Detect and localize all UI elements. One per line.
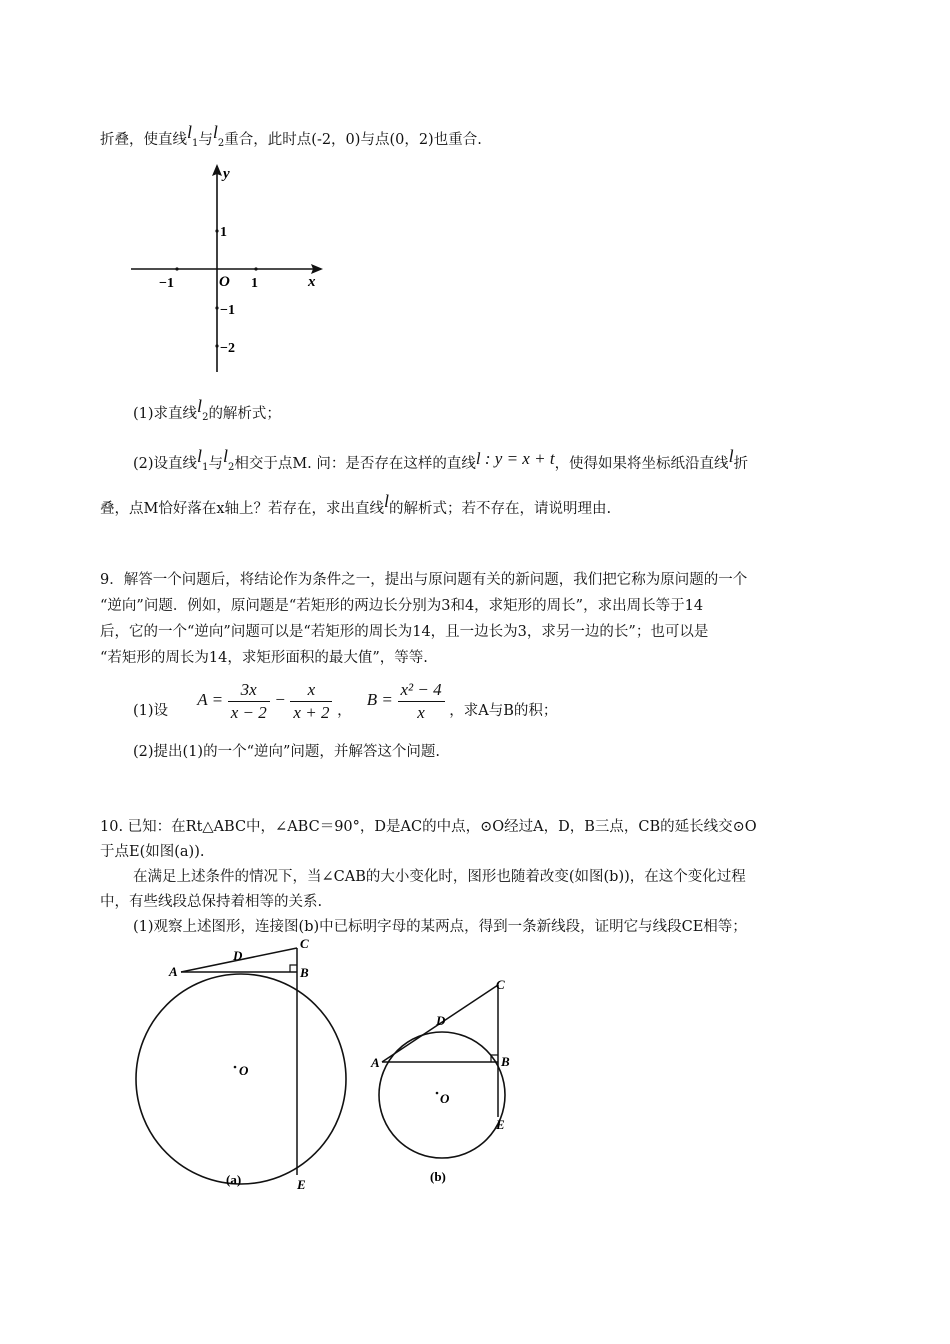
fraction-3x-over-x-2 — [228, 679, 270, 724]
tick-y-1 — [215, 229, 218, 232]
x-axis-label: x — [308, 274, 316, 290]
q10-line1: 10. 已知：在Rt△ABC中，∠ABC＝90°，D是AC的中点，⊙O经过A，D，B三点，CB的延长线交⊙O — [100, 819, 757, 835]
q8-text: (1)求直线 — [133, 406, 198, 422]
y-axis-label: y — [223, 166, 230, 182]
label-o: O — [239, 1063, 249, 1078]
line-l2-symbol: l — [197, 396, 203, 416]
caption-a: (a) — [226, 1172, 242, 1187]
geometry-figure-b — [365, 975, 525, 1190]
q9-text: ， — [337, 703, 352, 719]
q8-text: 与 — [208, 456, 223, 472]
label-d: D — [436, 1013, 446, 1028]
tick-x-neg1 — [175, 267, 178, 270]
intro-part: 与 — [198, 132, 213, 148]
tick-y-neg1 — [215, 306, 218, 309]
q8-text: 相交于点M. 问：是否存在这样的直线 — [234, 456, 476, 472]
numerator: x² − 4 — [398, 679, 445, 702]
minus-sign: − — [274, 690, 286, 709]
label-b: B — [501, 1054, 510, 1069]
line-l2-symbol: l — [222, 446, 228, 466]
q9-text: ，求A与B的积； — [449, 703, 558, 719]
center-dot — [436, 1092, 439, 1095]
numerator: x — [290, 679, 332, 702]
caption-b: (b) — [430, 1169, 446, 1184]
label-a: A — [169, 964, 178, 979]
coordinate-axes-figure — [125, 160, 335, 375]
label-c: C — [496, 977, 505, 992]
intro-part: 重合，此时点(-2，0)与点(0，2)也重合. — [224, 132, 482, 148]
denominator: x + 2 — [293, 702, 330, 722]
q8-part2 — [133, 446, 749, 476]
q8-text: 叠，点M恰好落在x轴上？若存在，求出直线 — [100, 501, 385, 517]
q10-line3: 在满足上述条件的情况下，当∠CAB的大小变化时，图形也随着改变(如图(b))，在这个变化过程 — [133, 869, 746, 885]
q9-line4: “若矩形的周长为14，求矩形面积的最大值”，等等. — [100, 650, 428, 666]
line-l1-symbol: l — [197, 446, 203, 466]
line-l1-symbol: l — [187, 122, 193, 142]
center-dot — [234, 1066, 237, 1069]
q10-line5: (1)观察上述图形，连接图(b)中已标明字母的某两点，得到一条新线段，证明它与线段CE相等； — [133, 919, 747, 935]
label-c: C — [300, 936, 309, 951]
y-tick-label: 1 — [220, 225, 227, 240]
q8-part2-cont — [100, 491, 612, 519]
q8-text: 折 — [733, 456, 749, 472]
fraction-x-over-x+2 — [290, 679, 332, 724]
tick-y-neg2 — [215, 344, 218, 347]
y-tick-label: −1 — [220, 303, 235, 318]
subscript: 2 — [227, 462, 235, 473]
label-e: E — [297, 1177, 306, 1192]
q9-line1: 9．解答一个问题后，将结论作为条件之一，提出与原问题有关的新问题，我们把它称为原问题的一个 — [100, 572, 748, 588]
expr-B-lhs: B = — [366, 690, 393, 709]
y-tick-label: −2 — [220, 341, 235, 356]
q8-text: (2)设直线 — [133, 456, 198, 472]
expr-A-lhs: A = — [197, 690, 224, 709]
q8-text: 的解析式；若不存在，请说明理由. — [389, 501, 612, 517]
geometry-figure-a — [125, 930, 375, 1195]
q9-line3: 后，它的一个“逆向”问题可以是“若矩形的周长为14，且一边长为3，求另一边的长”；也可以是 — [100, 624, 709, 640]
subscript: 2 — [202, 412, 209, 423]
q9-part1 — [133, 675, 557, 725]
intro-text — [100, 122, 482, 152]
numerator: 3x — [228, 679, 270, 702]
q9-line2: “逆向”问题．例如，原问题是“若矩形的两边长分别为3和4，求矩形的周长”，求出周长等于14 — [100, 598, 704, 614]
q9-text: (1)设 — [133, 703, 169, 719]
subscript: 2 — [217, 138, 225, 149]
line-l-equation: l : y = x + t — [475, 449, 555, 468]
q10-line2: 于点E(如图(a)). — [100, 844, 205, 860]
x-tick-label: −1 — [159, 276, 174, 291]
label-o: O — [440, 1091, 450, 1106]
denominator: x — [417, 702, 425, 722]
right-angle-mark — [290, 965, 297, 972]
origin-label: O — [219, 274, 230, 290]
q8-text: 的解析式； — [208, 406, 281, 422]
q8-text: ，使得如果将坐标纸沿直线 — [554, 456, 729, 472]
q9-part2: (2)提出(1)的一个“逆向”问题，并解答这个问题. — [133, 744, 441, 760]
fraction-x2-4-over-x — [398, 679, 445, 724]
label-e: E — [496, 1117, 505, 1132]
tick-x-1 — [254, 267, 257, 270]
intro-part: 折叠，使直线 — [100, 132, 187, 148]
q10-line4: 中，有些线段总保持着相等的关系. — [100, 894, 323, 910]
denominator: x − 2 — [230, 702, 267, 722]
label-d: D — [233, 948, 243, 963]
label-a: A — [371, 1055, 380, 1070]
line-l-symbol: l — [728, 446, 734, 466]
line-l-symbol: l — [384, 491, 390, 511]
circle-o — [136, 974, 346, 1184]
subscript: 1 — [202, 462, 209, 473]
q8-part1 — [133, 396, 281, 426]
line-l2-symbol: l — [212, 122, 218, 142]
subscript: 1 — [192, 138, 199, 149]
label-b: B — [300, 965, 309, 980]
x-tick-label: 1 — [251, 276, 258, 291]
